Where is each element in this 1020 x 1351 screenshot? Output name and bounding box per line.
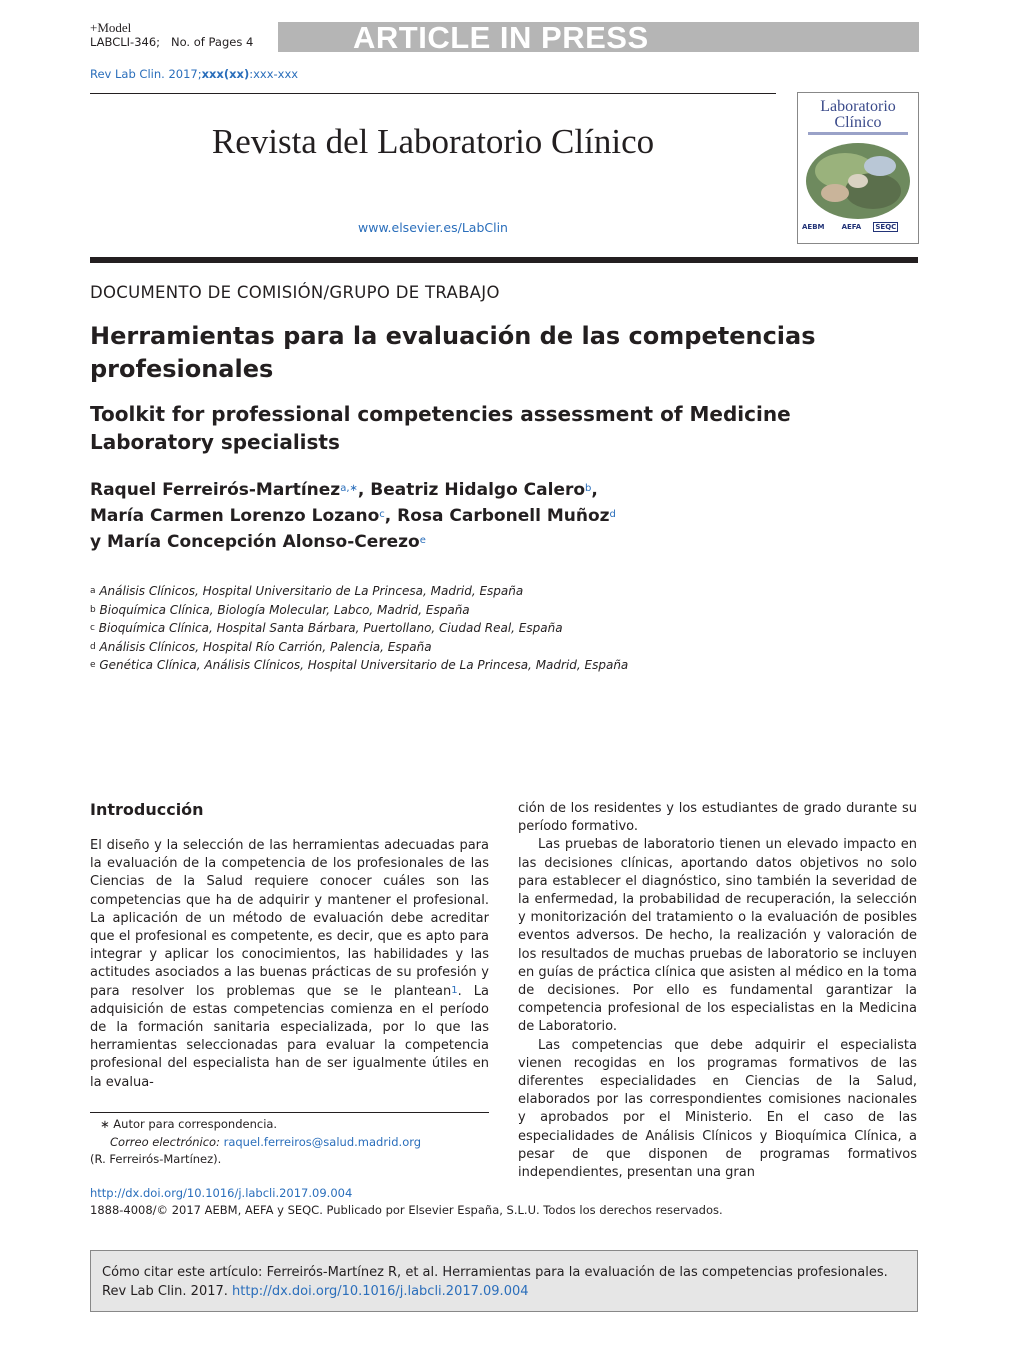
paragraph-text: El diseño y la selección de las herramientas adecuadas para la evaluación de la competencia de los profesionales de las Ciencias de la Salud requiere conocer cuáles son las competencias que ha de adquirir y mantener el profesional. La aplicación de un método de evaluación debe acreditar que el profesional es competente, es decir, que es apto para integrar y aplicar los conocimientos, las habilidades y las actitudes asociados a las buenas prácticas de su profesión y para resolver los problemas que se le plantean [90, 838, 489, 999]
email-link[interactable]: raquel.ferreiros@salud.madrid.org [223, 1134, 422, 1149]
logo-aebm: AEBM [802, 223, 825, 231]
body-column-left [90, 837, 489, 1092]
affil-sup: d [90, 641, 96, 652]
paragraph: Las competencias que debe adquirir el especialista vienen recogidas en los programas formativos de las diferentes especialidades en Ciencias de la Salud, elaborados por las correspondientes comisiones nacionales y aprobados por el Ministerio. En el caso de las especialidades de Análisis Clínicos y Bioquímica Clínica, a pesar de que disponen de programas formativos independientes, presentan una gran [518, 1037, 917, 1181]
affil-text: Análisis Clínicos, Hospital Universitario de La Princesa, Madrid, España [99, 584, 524, 598]
affiliation-item [90, 619, 910, 638]
cover-title [798, 99, 918, 131]
author-line-3 [90, 529, 890, 555]
author-sup[interactable]: d [609, 509, 616, 520]
author-line-1 [90, 477, 890, 503]
author-name: y María Concepción Alonso-Cerezo [90, 532, 420, 552]
ref-id: LABCLI-346; [90, 35, 161, 49]
correspondence-footnote [90, 1116, 490, 1169]
banner-text: ARTICLE IN PRESS [353, 20, 649, 55]
page-count: No. of Pages 4 [171, 35, 254, 49]
model-label [90, 20, 253, 50]
affiliation-item [90, 638, 910, 657]
journal-url-link[interactable]: www.elsevier.es/LabClin [358, 220, 508, 235]
reference-link[interactable]: 1 [451, 984, 458, 996]
footnote-email-line [90, 1134, 490, 1152]
how-to-cite-box [90, 1250, 918, 1312]
citation-pages: :xxx-xxx [249, 67, 299, 81]
model-text: +Model [90, 20, 132, 35]
citation-volume: xxx(xx) [201, 67, 250, 81]
author-sep: , [591, 480, 598, 500]
affil-sup: c [90, 623, 95, 633]
doi-link[interactable]: http://dx.doi.org/10.1016/j.labcli.2017.09.004 [90, 1186, 353, 1200]
logo-aefa: AEFA [841, 223, 862, 231]
paragraph [90, 837, 489, 1092]
author-sup[interactable]: b [585, 483, 592, 494]
document-type: DOCUMENTO DE COMISIÓN/GRUPO DE TRABAJO [90, 283, 500, 302]
ref-line [90, 35, 253, 50]
journal-title: Revista del Laboratorio Clínico [211, 122, 655, 161]
author-sup[interactable]: a,∗ [340, 483, 358, 494]
author-sep: , [357, 480, 365, 500]
author-name: Rosa Carbonell Muñoz [397, 506, 610, 526]
author-name: María Carmen Lorenzo Lozano [90, 506, 380, 526]
author-sup[interactable]: c [379, 509, 385, 520]
cite-doi-link[interactable]: http://dx.doi.org/10.1016/j.labcli.2017.09.004 [232, 1283, 529, 1299]
affiliation-list [90, 582, 910, 675]
author-name: Beatriz Hidalgo Calero [370, 480, 586, 500]
affil-sup: e [90, 660, 96, 670]
author-line-2 [90, 503, 890, 529]
section-heading-intro: Introducción [90, 800, 204, 819]
affiliation-item [90, 656, 910, 675]
affil-text: Análisis Clínicos, Hospital Río Carrión, Palencia, España [99, 639, 432, 654]
paragraph: Las pruebas de laboratorio tienen un elevado impacto en las decisiones clínicas, aportando datos objetivos no solo para establecer el diagnóstico, sino también la severidad de la enfermedad, la probabilidad de recuperación, la selección y monitorización del tratamiento o la evaluación de posibles eventos adversos. De hecho, la realización y valoración de los resultados de muchas pruebas de laboratorio se incluyen en guías de práctica clínica que asisten al médico en la toma de decisiones. Por ello es fundamental garantizar la competencia profesional de los especialistas en la Medicina de Laboratorio. [518, 837, 917, 1035]
copyright-line: 1888-4008/© 2017 AEBM, AEFA y SEQC. Publicado por Elsevier España, S.L.U. Todos los derechos reservados. [90, 1203, 723, 1217]
footnote-rule [90, 1112, 489, 1113]
cover-photo-image [805, 141, 911, 221]
author-sup[interactable]: e [419, 535, 426, 546]
header-rule [90, 93, 776, 94]
cover-title-line2: Clínico [834, 114, 882, 131]
journal-citation[interactable] [90, 67, 298, 81]
cite-text-block [102, 1264, 912, 1301]
affiliation-item [90, 601, 910, 620]
affiliation-item [90, 582, 910, 601]
logo-seqc: SEQC [875, 223, 897, 231]
cover-logos [802, 223, 914, 239]
cover-volume-bar [808, 132, 908, 135]
affil-sup: b [90, 604, 96, 615]
citation-text: Rev Lab Clin. 2017; [90, 67, 202, 81]
title-english: Toolkit for professional competencies assessment of Medicine Laboratory specialists [90, 402, 791, 454]
footnote-name: (R. Ferreirós-Martínez). [90, 1152, 222, 1166]
affil-text: Bioquímica Clínica, Biología Molecular, Labco, Madrid, España [99, 602, 470, 617]
cite-text: Cómo citar este artículo: Ferreirós-Martínez R, et al. Herramientas para la evaluación de las competencias profesionales. Rev Lab Clin. 2017. [102, 1265, 888, 1299]
body-column-right [518, 800, 917, 1182]
author-sep: , [384, 506, 392, 526]
affil-sup: a [90, 586, 96, 596]
title-spanish: Herramientas para la evaluación de las competencias profesionales [90, 322, 816, 383]
author-list [90, 477, 890, 555]
email-label: Correo electrónico: [110, 1134, 220, 1149]
title-rule [90, 257, 918, 263]
author-name: Raquel Ferreirós-Martínez [90, 480, 341, 500]
paragraph-text: . La adquisición de estas competencias comienza en el período de la formación sanitaria especializada, por lo que las herramientas seleccionadas para evaluar la competencia profesional del especialista han de ser igualmente útiles en la evalua- [90, 983, 489, 1090]
footnote-star-line: ∗ Autor para correspondencia. [100, 1117, 278, 1131]
journal-cover [797, 92, 919, 244]
paragraph: ción de los residentes y los estudiantes de grado durante su período formativo. [518, 801, 917, 835]
affil-text: Bioquímica Clínica, Hospital Santa Bárbara, Puertollano, Ciudad Real, España [98, 621, 563, 635]
cover-title-line1: Laboratorio [820, 98, 896, 115]
article-in-press-banner [278, 20, 919, 55]
affil-text: Genética Clínica, Análisis Clínicos, Hospital Universitario de La Princesa, Madrid, España [99, 658, 629, 672]
